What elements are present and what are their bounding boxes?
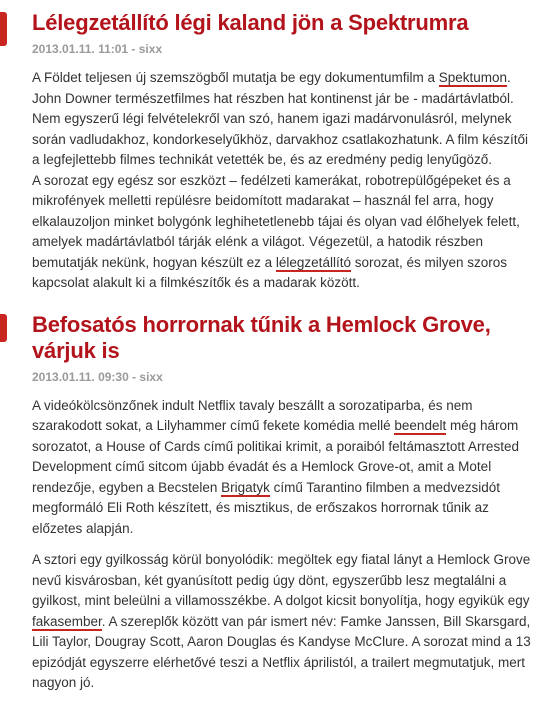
article-1-p1-text-b: . John Downer természetfilmes hat részben hat kontinenst jár be - madártávlatból. Nem egyszerű légi felvételekről van szó, hanem igazi madárvonulásról, melynek során vadludakhoz, kondorkeselyűkhöz, darvakhoz csatlakozhatunk. A film készítői a legfejlettebb filmes technikát vetették be, és az eredmény pedig lenyűgöző. — [32, 70, 529, 167]
article-2-accent-bar — [0, 314, 7, 342]
article-1-accent-bar — [0, 12, 7, 46]
article-1-meta: 2013.01.11. 11:01 - sixx — [32, 42, 163, 56]
brigatyk-link[interactable]: Brigatyk — [221, 479, 270, 495]
article-2-p1-text-b: még három sorozatot, a House of Cards című politikai krimit, a poraiból feltámasztott Arrested Development című sitcom újabb évadát és a Hemlock Grove-ot, amit a Motel rendezője, egyben a Becstelen — [32, 418, 519, 495]
article-2 — [0, 294, 539, 694]
article-1 — [0, 0, 539, 294]
article-1-title[interactable]: Lélegzetállító légi kaland jön a Spektrumra — [32, 10, 469, 35]
article-2-meta: 2013.01.11. 09:30 - sixx — [32, 369, 163, 384]
article-1-paragraph-2 — [32, 171, 531, 294]
article-2-paragraph-1 — [32, 396, 531, 540]
article-1-p2-text-b: sorozat, és milyen szoros kapcsolat alakult ki a filmkészítők és a madarak között. — [32, 254, 508, 290]
article-2-p1-text-c: című Tarantino filmben a medvezsidót megformáló Eli Roth készített, és misztikus, de erőszakos horrornak tűnik az előzetes alapján. — [32, 479, 501, 536]
article-2-title[interactable]: Befosatós horrornak tűnik a Hemlock Grove, várjuk is — [32, 311, 491, 363]
spektumon-link[interactable]: Spektumon — [438, 70, 508, 85]
article-2-p2-text-b: . A szereplők között van pár ismert név: Famke Janssen, Bill Skarsgard, Lili Taylor, Dougray Scott, Aaron Douglas és Kandyse McClure. A sorozat mind a 13 epizódját egyszerre elérhetővé teszi a Netflix áprilistól, a trailert megmutatjuk, mert nagyon jó. — [32, 613, 531, 690]
article-1-p1-text-a: A Földet teljesen új szemszögből mutatja be egy dokumentumfilm a — [32, 70, 439, 85]
article-2-p2-text-a: A sztori egy gyilkosság körül bonyolódik: megöltek egy fiatal lányt a Hemlock Grove nevű kisvárosban, két gyanúsított pedig úgy dönt, egyszerűbb lesz megtalálni a gyilkost, mint beleülni a villamosszékbe. A dolgot kicsit bonyolítja, hogy egyikük egy — [32, 552, 531, 608]
article-2-p1-text-a: A videókölcsönzőnek indult Netflix tavaly beszállt a sorozatiparba, és nem szarakodott sokat, a Lilyhammer című fekete komédia mellé — [32, 397, 473, 433]
fakasember-link[interactable]: fakasember — [32, 613, 102, 629]
beendelt-link[interactable]: beendelt — [394, 418, 447, 433]
paragraph-gap — [32, 539, 531, 550]
article-1-p2-text-a: A sorozat egy egész sor eszközt – fedélzeti kamerákat, robotrepülőgépeket és a mikrofények melletti repülésre beidomított madarakat – használ fel arra, hogy elkalauzoljon minket bolygónk leghihetetlenebb tájai és olyan vad élőhelyek felett, amelyek madártávlatból tárják elénk a világot. Végezetül, a hatodik részben bemutatják nekünk, hogyan készült ez a — [32, 172, 520, 270]
article-1-paragraph-1 — [32, 68, 531, 171]
article-2-paragraph-2 — [32, 550, 531, 694]
lelegzetallito-link[interactable]: lélegzetállító — [275, 254, 351, 270]
